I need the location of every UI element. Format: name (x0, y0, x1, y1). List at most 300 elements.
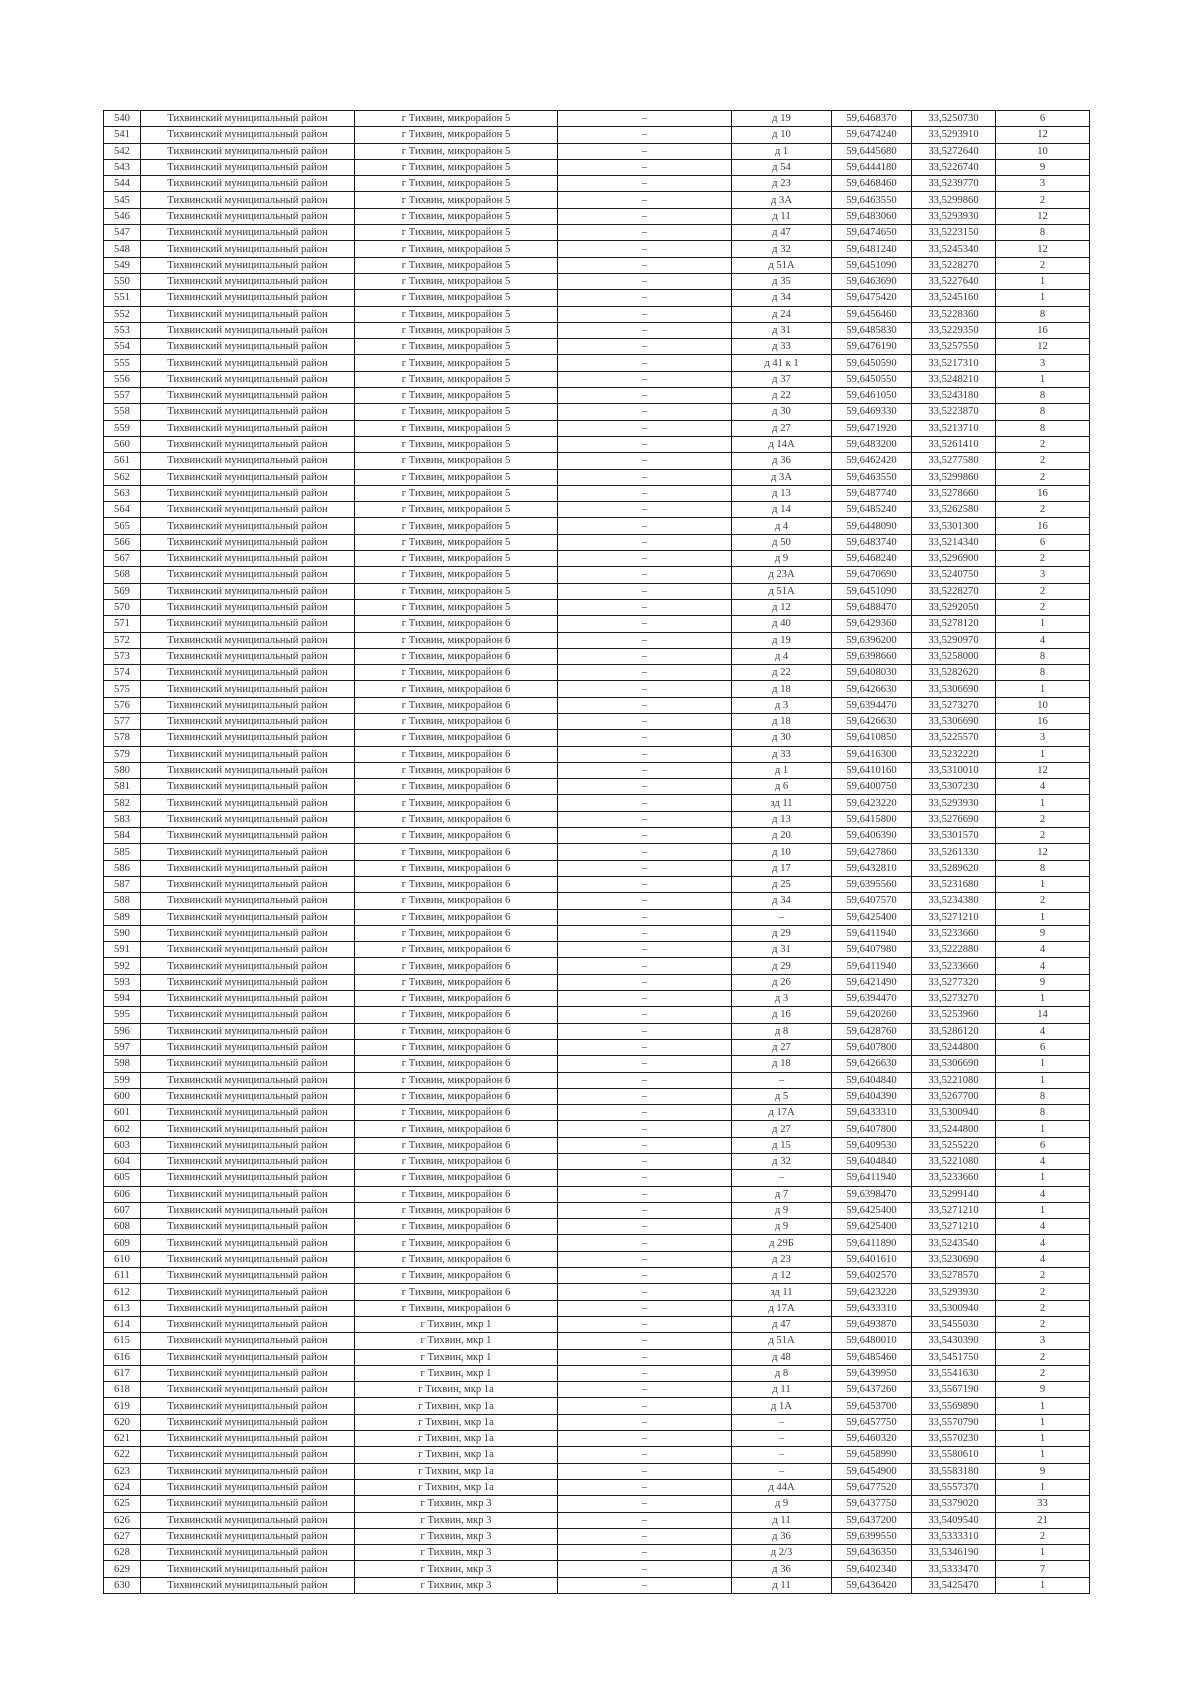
street-cell: – (558, 371, 732, 387)
latitude-cell: 59,6410160 (832, 762, 912, 778)
table-row (104, 143, 1090, 159)
locality-cell: г Тихвин, микрорайон 6 (355, 648, 558, 664)
street-cell: – (558, 1561, 732, 1577)
district-cell: Тихвинский муниципальный район (141, 860, 355, 876)
street-cell: – (558, 518, 732, 534)
row-number-cell: 582 (104, 795, 141, 811)
house-cell: д 27 (732, 1039, 832, 1055)
locality-cell: г Тихвин, микрорайон 6 (355, 746, 558, 762)
table-row (104, 1235, 1090, 1251)
district-cell: Тихвинский муниципальный район (141, 485, 355, 501)
district-cell: Тихвинский муниципальный район (141, 388, 355, 404)
row-number-cell: 603 (104, 1137, 141, 1153)
table-row (104, 1170, 1090, 1186)
table-row (104, 127, 1090, 143)
latitude-cell: 59,6433310 (832, 1300, 912, 1316)
longitude-cell: 33,5569890 (912, 1398, 996, 1414)
count-cell: 4 (996, 632, 1090, 648)
district-cell: Тихвинский муниципальный район (141, 534, 355, 550)
count-cell: 1 (996, 991, 1090, 1007)
district-cell: Тихвинский муниципальный район (141, 1561, 355, 1577)
row-number-cell: 616 (104, 1349, 141, 1365)
locality-cell: г Тихвин, микрорайон 5 (355, 111, 558, 127)
latitude-cell: 59,6395560 (832, 876, 912, 892)
latitude-cell: 59,6481240 (832, 241, 912, 257)
longitude-cell: 33,5223150 (912, 225, 996, 241)
district-cell: Тихвинский муниципальный район (141, 159, 355, 175)
longitude-cell: 33,5570790 (912, 1414, 996, 1430)
row-number-cell: 547 (104, 225, 141, 241)
locality-cell: г Тихвин, микрорайон 5 (355, 241, 558, 257)
table-row (104, 111, 1090, 127)
latitude-cell: 59,6445680 (832, 143, 912, 159)
count-cell: 1 (996, 681, 1090, 697)
table-row (104, 648, 1090, 664)
house-cell: д 9 (732, 1219, 832, 1235)
locality-cell: г Тихвин, микрорайон 6 (355, 893, 558, 909)
locality-cell: г Тихвин, мкр 1 (355, 1365, 558, 1381)
latitude-cell: 59,6457750 (832, 1414, 912, 1430)
street-cell: – (558, 1202, 732, 1218)
table-row (104, 404, 1090, 420)
street-cell: – (558, 860, 732, 876)
longitude-cell: 33,5228270 (912, 257, 996, 273)
latitude-cell: 59,6423220 (832, 795, 912, 811)
locality-cell: г Тихвин, микрорайон 5 (355, 306, 558, 322)
district-cell: Тихвинский муниципальный район (141, 746, 355, 762)
locality-cell: г Тихвин, микрорайон 5 (355, 518, 558, 534)
locality-cell: г Тихвин, мкр 1а (355, 1414, 558, 1430)
house-cell: д 29 (732, 958, 832, 974)
district-cell: Тихвинский муниципальный район (141, 1528, 355, 1544)
longitude-cell: 33,5213710 (912, 420, 996, 436)
house-cell: д 44А (732, 1479, 832, 1495)
row-number-cell: 614 (104, 1316, 141, 1332)
latitude-cell: 59,6399550 (832, 1528, 912, 1544)
district-cell: Тихвинский муниципальный район (141, 1284, 355, 1300)
count-cell: 2 (996, 1349, 1090, 1365)
latitude-cell: 59,6437260 (832, 1382, 912, 1398)
latitude-cell: 59,6450590 (832, 355, 912, 371)
row-number-cell: 563 (104, 485, 141, 501)
count-cell: 2 (996, 1300, 1090, 1316)
latitude-cell: 59,6407980 (832, 942, 912, 958)
row-number-cell: 591 (104, 942, 141, 958)
latitude-cell: 59,6468370 (832, 111, 912, 127)
locality-cell: г Тихвин, мкр 3 (355, 1496, 558, 1512)
district-cell: Тихвинский муниципальный район (141, 844, 355, 860)
row-number-cell: 580 (104, 762, 141, 778)
row-number-cell: 541 (104, 127, 141, 143)
district-cell: Тихвинский муниципальный район (141, 730, 355, 746)
longitude-cell: 33,5245340 (912, 241, 996, 257)
row-number-cell: 605 (104, 1170, 141, 1186)
house-cell: – (732, 1431, 832, 1447)
latitude-cell: 59,6411940 (832, 958, 912, 974)
locality-cell: г Тихвин, микрорайон 5 (355, 322, 558, 338)
latitude-cell: 59,6429360 (832, 616, 912, 632)
house-cell: д 1 (732, 762, 832, 778)
latitude-cell: 59,6453700 (832, 1398, 912, 1414)
count-cell: 16 (996, 518, 1090, 534)
latitude-cell: 59,6428760 (832, 1023, 912, 1039)
district-cell: Тихвинский муниципальный район (141, 1121, 355, 1137)
locality-cell: г Тихвин, микрорайон 6 (355, 1284, 558, 1300)
house-cell: – (732, 1072, 832, 1088)
table-row (104, 632, 1090, 648)
row-number-cell: 543 (104, 159, 141, 175)
house-cell: д 23 (732, 176, 832, 192)
district-cell: Тихвинский муниципальный район (141, 1300, 355, 1316)
row-number-cell: 630 (104, 1577, 141, 1593)
latitude-cell: 59,6407570 (832, 893, 912, 909)
table-row (104, 306, 1090, 322)
latitude-cell: 59,6470690 (832, 567, 912, 583)
district-cell: Тихвинский муниципальный район (141, 143, 355, 159)
district-cell: Тихвинский муниципальный район (141, 192, 355, 208)
house-cell: д 31 (732, 942, 832, 958)
row-number-cell: 581 (104, 779, 141, 795)
table-row (104, 355, 1090, 371)
count-cell: 1 (996, 616, 1090, 632)
street-cell: – (558, 1382, 732, 1398)
longitude-cell: 33,5570230 (912, 1431, 996, 1447)
locality-cell: г Тихвин, микрорайон 6 (355, 1121, 558, 1137)
district-cell: Тихвинский муниципальный район (141, 1496, 355, 1512)
row-number-cell: 578 (104, 730, 141, 746)
district-cell: Тихвинский муниципальный район (141, 371, 355, 387)
row-number-cell: 540 (104, 111, 141, 127)
district-cell: Тихвинский муниципальный район (141, 1577, 355, 1593)
longitude-cell: 33,5223870 (912, 404, 996, 420)
longitude-cell: 33,5230690 (912, 1251, 996, 1267)
district-cell: Тихвинский муниципальный район (141, 1219, 355, 1235)
table-row (104, 371, 1090, 387)
count-cell: 1 (996, 1121, 1090, 1137)
house-cell: д 1А (732, 1398, 832, 1414)
locality-cell: г Тихвин, микрорайон 5 (355, 567, 558, 583)
street-cell: – (558, 143, 732, 159)
row-number-cell: 627 (104, 1528, 141, 1544)
district-cell: Тихвинский муниципальный район (141, 355, 355, 371)
latitude-cell: 59,6474240 (832, 127, 912, 143)
street-cell: – (558, 176, 732, 192)
count-cell: 8 (996, 388, 1090, 404)
street-cell: – (558, 567, 732, 583)
latitude-cell: 59,6451090 (832, 583, 912, 599)
latitude-cell: 59,6468460 (832, 176, 912, 192)
locality-cell: г Тихвин, микрорайон 6 (355, 616, 558, 632)
locality-cell: г Тихвин, микрорайон 5 (355, 192, 558, 208)
row-number-cell: 549 (104, 257, 141, 273)
house-cell: д 22 (732, 665, 832, 681)
count-cell: 8 (996, 648, 1090, 664)
row-number-cell: 592 (104, 958, 141, 974)
count-cell: 4 (996, 1219, 1090, 1235)
longitude-cell: 33,5306690 (912, 1056, 996, 1072)
latitude-cell: 59,6488470 (832, 599, 912, 615)
row-number-cell: 559 (104, 420, 141, 436)
house-cell: д 27 (732, 420, 832, 436)
district-cell: Тихвинский муниципальный район (141, 127, 355, 143)
latitude-cell: 59,6411940 (832, 1170, 912, 1186)
house-cell: д 9 (732, 1202, 832, 1218)
latitude-cell: 59,6427860 (832, 844, 912, 860)
house-cell: д 47 (732, 1316, 832, 1332)
district-cell: Тихвинский муниципальный район (141, 925, 355, 941)
count-cell: 1 (996, 290, 1090, 306)
row-number-cell: 620 (104, 1414, 141, 1430)
row-number-cell: 560 (104, 436, 141, 452)
latitude-cell: 59,6463550 (832, 469, 912, 485)
row-number-cell: 546 (104, 208, 141, 224)
table-row (104, 290, 1090, 306)
count-cell: 6 (996, 1039, 1090, 1055)
district-cell: Тихвинский муниципальный район (141, 111, 355, 127)
district-cell: Тихвинский муниципальный район (141, 290, 355, 306)
latitude-cell: 59,6477520 (832, 1479, 912, 1495)
district-cell: Тихвинский муниципальный район (141, 225, 355, 241)
longitude-cell: 33,5228360 (912, 306, 996, 322)
longitude-cell: 33,5232220 (912, 746, 996, 762)
street-cell: – (558, 1512, 732, 1528)
street-cell: – (558, 616, 732, 632)
table-row (104, 534, 1090, 550)
count-cell: 1 (996, 371, 1090, 387)
row-number-cell: 542 (104, 143, 141, 159)
latitude-cell: 59,6407800 (832, 1121, 912, 1137)
longitude-cell: 33,5239770 (912, 176, 996, 192)
district-cell: Тихвинский муниципальный район (141, 893, 355, 909)
latitude-cell: 59,6433310 (832, 1105, 912, 1121)
table-row (104, 1137, 1090, 1153)
latitude-cell: 59,6437200 (832, 1512, 912, 1528)
house-cell: д 18 (732, 1056, 832, 1072)
longitude-cell: 33,5233660 (912, 1170, 996, 1186)
locality-cell: г Тихвин, микрорайон 5 (355, 404, 558, 420)
count-cell: 2 (996, 811, 1090, 827)
table-row (104, 339, 1090, 355)
latitude-cell: 59,6485240 (832, 502, 912, 518)
district-cell: Тихвинский муниципальный район (141, 1023, 355, 1039)
latitude-cell: 59,6402570 (832, 1268, 912, 1284)
latitude-cell: 59,6400750 (832, 779, 912, 795)
house-cell: д 34 (732, 290, 832, 306)
latitude-cell: 59,6404840 (832, 1072, 912, 1088)
count-cell: 2 (996, 502, 1090, 518)
locality-cell: г Тихвин, микрорайон 5 (355, 485, 558, 501)
table-row (104, 697, 1090, 713)
longitude-cell: 33,5261410 (912, 436, 996, 452)
count-cell: 12 (996, 127, 1090, 143)
row-number-cell: 570 (104, 599, 141, 615)
row-number-cell: 610 (104, 1251, 141, 1267)
count-cell: 3 (996, 730, 1090, 746)
house-cell: д 15 (732, 1137, 832, 1153)
house-cell: зд 11 (732, 1284, 832, 1300)
street-cell: – (558, 828, 732, 844)
latitude-cell: 59,6432810 (832, 860, 912, 876)
row-number-cell: 587 (104, 876, 141, 892)
count-cell: 8 (996, 306, 1090, 322)
house-cell: д 32 (732, 241, 832, 257)
longitude-cell: 33,5310010 (912, 762, 996, 778)
house-cell: д 30 (732, 730, 832, 746)
street-cell: – (558, 1479, 732, 1495)
locality-cell: г Тихвин, микрорайон 6 (355, 1170, 558, 1186)
district-cell: Тихвинский муниципальный район (141, 339, 355, 355)
row-number-cell: 590 (104, 925, 141, 941)
locality-cell: г Тихвин, микрорайон 6 (355, 844, 558, 860)
table-row (104, 1088, 1090, 1104)
table-row (104, 1561, 1090, 1577)
locality-cell: г Тихвин, микрорайон 6 (355, 1251, 558, 1267)
count-cell: 8 (996, 420, 1090, 436)
row-number-cell: 583 (104, 811, 141, 827)
table-row (104, 469, 1090, 485)
house-cell: зд 11 (732, 795, 832, 811)
house-cell: д 33 (732, 746, 832, 762)
street-cell: – (558, 974, 732, 990)
table-row (104, 1512, 1090, 1528)
table-row (104, 567, 1090, 583)
locality-cell: г Тихвин, микрорайон 6 (355, 1056, 558, 1072)
street-cell: – (558, 225, 732, 241)
district-cell: Тихвинский муниципальный район (141, 404, 355, 420)
longitude-cell: 33,5228270 (912, 583, 996, 599)
row-number-cell: 597 (104, 1039, 141, 1055)
locality-cell: г Тихвин, микрорайон 5 (355, 453, 558, 469)
street-cell: – (558, 127, 732, 143)
count-cell: 7 (996, 1561, 1090, 1577)
row-number-cell: 552 (104, 306, 141, 322)
longitude-cell: 33,5299860 (912, 192, 996, 208)
house-cell: д 54 (732, 159, 832, 175)
district-cell: Тихвинский муниципальный район (141, 518, 355, 534)
longitude-cell: 33,5243180 (912, 388, 996, 404)
longitude-cell: 33,5267700 (912, 1088, 996, 1104)
table-row (104, 159, 1090, 175)
street-cell: – (558, 1219, 732, 1235)
address-registry-table (103, 110, 1090, 1594)
longitude-cell: 33,5231680 (912, 876, 996, 892)
house-cell: д 17 (732, 860, 832, 876)
table-row (104, 1007, 1090, 1023)
row-number-cell: 604 (104, 1154, 141, 1170)
district-cell: Тихвинский муниципальный район (141, 322, 355, 338)
count-cell: 2 (996, 1365, 1090, 1381)
longitude-cell: 33,5379020 (912, 1496, 996, 1512)
count-cell: 2 (996, 1316, 1090, 1332)
table-row (104, 795, 1090, 811)
district-cell: Тихвинский муниципальный район (141, 909, 355, 925)
district-cell: Тихвинский муниципальный район (141, 1202, 355, 1218)
street-cell: – (558, 1056, 732, 1072)
latitude-cell: 59,6398660 (832, 648, 912, 664)
registry-body (104, 111, 1090, 1594)
count-cell: 1 (996, 273, 1090, 289)
house-cell: д 33 (732, 339, 832, 355)
house-cell: д 32 (732, 1154, 832, 1170)
district-cell: Тихвинский муниципальный район (141, 1039, 355, 1055)
table-row (104, 1039, 1090, 1055)
table-row (104, 1219, 1090, 1235)
locality-cell: г Тихвин, микрорайон 6 (355, 860, 558, 876)
locality-cell: г Тихвин, мкр 1а (355, 1431, 558, 1447)
table-row (104, 599, 1090, 615)
longitude-cell: 33,5226740 (912, 159, 996, 175)
count-cell: 12 (996, 844, 1090, 860)
district-cell: Тихвинский муниципальный район (141, 762, 355, 778)
count-cell: 1 (996, 1170, 1090, 1186)
row-number-cell: 618 (104, 1382, 141, 1398)
table-row (104, 925, 1090, 941)
row-number-cell: 612 (104, 1284, 141, 1300)
table-row (104, 1447, 1090, 1463)
house-cell: д 47 (732, 225, 832, 241)
house-cell: д 11 (732, 1382, 832, 1398)
street-cell: – (558, 290, 732, 306)
longitude-cell: 33,5261330 (912, 844, 996, 860)
table-row (104, 1056, 1090, 1072)
row-number-cell: 553 (104, 322, 141, 338)
street-cell: – (558, 1186, 732, 1202)
longitude-cell: 33,5277320 (912, 974, 996, 990)
district-cell: Тихвинский муниципальный район (141, 1333, 355, 1349)
street-cell: – (558, 1577, 732, 1593)
street-cell: – (558, 1072, 732, 1088)
longitude-cell: 33,5255220 (912, 1137, 996, 1153)
count-cell: 4 (996, 1235, 1090, 1251)
latitude-cell: 59,6461050 (832, 388, 912, 404)
latitude-cell: 59,6426630 (832, 1056, 912, 1072)
row-number-cell: 551 (104, 290, 141, 306)
locality-cell: г Тихвин, микрорайон 6 (355, 958, 558, 974)
latitude-cell: 59,6462420 (832, 453, 912, 469)
locality-cell: г Тихвин, микрорайон 5 (355, 583, 558, 599)
count-cell: 9 (996, 159, 1090, 175)
locality-cell: г Тихвин, микрорайон 5 (355, 551, 558, 567)
row-number-cell: 562 (104, 469, 141, 485)
street-cell: – (558, 1251, 732, 1267)
table-row (104, 1398, 1090, 1414)
street-cell: – (558, 1088, 732, 1104)
row-number-cell: 567 (104, 551, 141, 567)
latitude-cell: 59,6463690 (832, 273, 912, 289)
table-row (104, 909, 1090, 925)
longitude-cell: 33,5292050 (912, 599, 996, 615)
count-cell: 4 (996, 1023, 1090, 1039)
count-cell: 3 (996, 355, 1090, 371)
latitude-cell: 59,6448090 (832, 518, 912, 534)
locality-cell: г Тихвин, мкр 3 (355, 1512, 558, 1528)
row-number-cell: 588 (104, 893, 141, 909)
longitude-cell: 33,5250730 (912, 111, 996, 127)
latitude-cell: 59,6436420 (832, 1577, 912, 1593)
table-row (104, 1463, 1090, 1479)
house-cell: д 25 (732, 876, 832, 892)
table-row (104, 991, 1090, 1007)
row-number-cell: 572 (104, 632, 141, 648)
longitude-cell: 33,5333470 (912, 1561, 996, 1577)
street-cell: – (558, 1431, 732, 1447)
latitude-cell: 59,6394470 (832, 697, 912, 713)
district-cell: Тихвинский муниципальный район (141, 257, 355, 273)
count-cell: 8 (996, 860, 1090, 876)
longitude-cell: 33,5225570 (912, 730, 996, 746)
row-number-cell: 579 (104, 746, 141, 762)
street-cell: – (558, 257, 732, 273)
